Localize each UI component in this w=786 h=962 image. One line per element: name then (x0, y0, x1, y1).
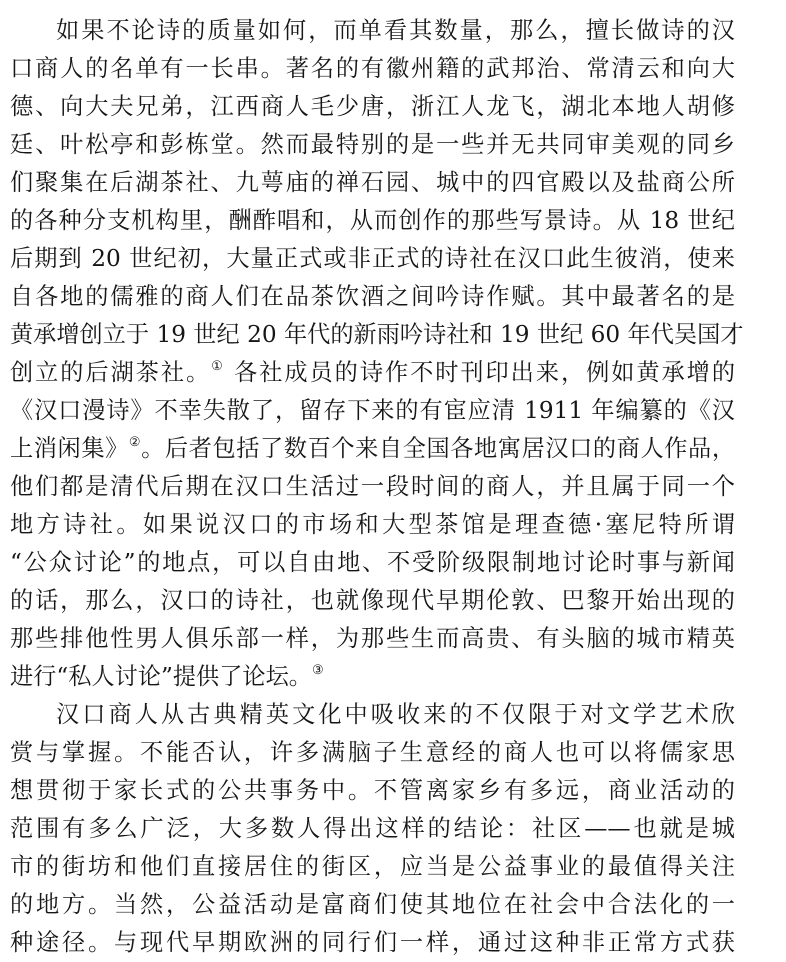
text-line: 赏与掌握。不能否认，许多满脑子生意经的商人也可以将儒家思 (10, 739, 735, 766)
text-line (10, 430, 735, 468)
text-line: 种途径。与现代早期欧洲的同行们一样，通过这种非正常方式获 (10, 929, 735, 956)
text-line: 德、向大夫兄弟，江西商人毛少唐，浙江人龙飞，湖北本地人胡修 (10, 93, 735, 120)
text-span: 上消闲集》 (10, 435, 129, 462)
footnote-marker[interactable]: ① (211, 359, 225, 374)
text-line: 如果不论诗的质量如何，而单看其数量，那么，擅长做诗的汉 (56, 17, 735, 44)
text-line: 后期到 20 世纪初，大量正式或非正式的诗社在汉口此生彼消，使来 (10, 245, 735, 272)
text-line: 市的街坊和他们直接居住的街区，应当是公益事业的最值得关注 (10, 853, 735, 880)
footnote-marker[interactable]: ③ (311, 663, 324, 678)
text-span: 进行“私人讨论”提供了论坛。 (10, 663, 312, 690)
text-span: 。后者包括了数百个来自全国各地寓居汉口的商人作品， (141, 435, 736, 462)
text-line: 的各种分支机构里，酬酢唱和，从而创作的那些写景诗。从 18 世纪 (10, 207, 735, 234)
text-line (10, 658, 735, 696)
text-span: 各社成员的诗作不时刊印出来，例如黄承增的 (224, 359, 736, 386)
text-line: 他们都是清代后期在汉口生活过一段时间的商人，并且属于同一个 (10, 473, 735, 500)
text-line: 那些排他性男人俱乐部一样，为那些生而高贵、有头脑的城市精英 (10, 625, 735, 652)
text-line: 廷、叶松亭和彭栋堂。然而最特别的是一些并无共同审美观的同乡 (10, 131, 735, 158)
text-line: 地方诗社。如果说汉口的市场和大型茶馆是理查德·塞尼特所谓 (10, 511, 735, 538)
text-line: 想贯彻于家长式的公共事务中。不管离家乡有多远，商业活动的 (10, 777, 735, 804)
text-line: 的话，那么，汉口的诗社，也就像现代早期伦敦、巴黎开始出现的 (10, 587, 735, 614)
text-line: 们聚集在后湖茶社、九萼庙的禅石园、城中的四官殿以及盐商公所 (10, 169, 735, 196)
text-line: “公众讨论”的地点，可以自由地、不受阶级限制地讨论时事与新闻 (10, 549, 735, 576)
footnote-marker[interactable]: ② (128, 435, 142, 450)
text-line (10, 354, 735, 392)
text-line: 口商人的名单有一长串。著名的有徽州籍的武邦治、常清云和向大 (10, 55, 735, 82)
text-line: 范围有多么广泛，大多数人得出这样的结论：社区——也就是城 (10, 815, 735, 842)
text-line: 《汉口漫诗》不幸失散了，留存下来的有宦应清 1911 年编纂的《汉 (10, 397, 735, 424)
text-line: 的地方。当然，公益活动是富商们使其地位在社会中合法化的一 (10, 891, 735, 918)
text-line: 自各地的儒雅的商人们在品茶饮酒之间吟诗作赋。其中最著名的是 (10, 283, 735, 310)
text-line: 汉口商人从古典精英文化中吸收来的不仅限于对文学艺术欣 (56, 701, 735, 728)
text-span: 创立的后湖茶社。 (10, 359, 212, 386)
text-line: 黄承增创立于 19 世纪 20 年代的新雨吟诗社和 19 世纪 60 年代吴国才 (10, 321, 744, 348)
